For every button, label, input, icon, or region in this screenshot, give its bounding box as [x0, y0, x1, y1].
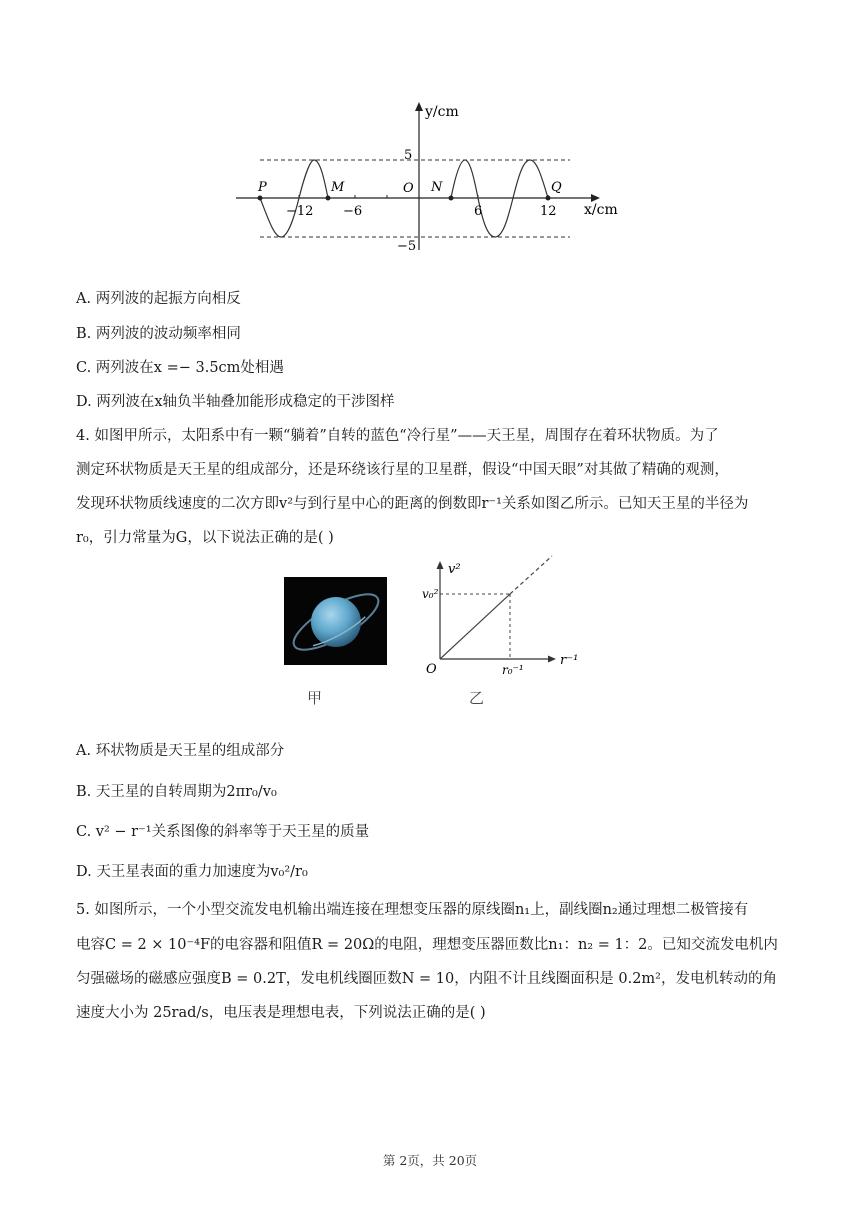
y-axis-arrow — [415, 102, 423, 111]
q5-stem-line-1: 5. 如图所示，一个小型交流发电机输出端连接在理想变压器的原线圈n₁上，副线圈n₂通过理想二极管接有 — [76, 902, 749, 918]
x-tick-label-neg6: −6 — [343, 204, 363, 219]
x-axis-arrow — [591, 194, 600, 202]
graph-y-arrow — [437, 561, 444, 569]
point-q-label: Q — [551, 180, 562, 195]
q3-option-d: D. 两列波在x轴负半轴叠加能形成稳定的干涉图样 — [76, 394, 395, 410]
graph-x-arrow — [548, 656, 556, 663]
point-m-label: M — [331, 180, 345, 195]
x-axis-label: x/cm — [584, 202, 618, 218]
point-p-label: P — [258, 180, 267, 195]
q5-stem-line-4: 速度大小为 25rad/s，电压表是理想电表，下列说法正确的是( ) — [76, 1005, 486, 1021]
q4-stem-line-3: 发现环状物质线速度的二次方即v²与到行星中心的距离的倒数即r⁻¹关系如图乙所示。已知天王星的半径为 — [76, 496, 749, 512]
q4-option-a: A. 环状物质是天王星的组成部分 — [76, 743, 285, 759]
q4-stem-line-1: 4. 如图甲所示，太阳系中有一颗“躺着”自转的蓝色“冷行星”——天王星，周围存在着环状物质。为了 — [76, 428, 719, 444]
x-tick-label-neg12: −12 — [286, 204, 314, 219]
x-tick-label-6: 6 — [474, 204, 483, 219]
y-tick-neg5: −5 — [397, 239, 417, 254]
v2-r-inverse-graph — [418, 553, 588, 679]
q3-option-b: B. 两列波的波动频率相同 — [76, 326, 241, 342]
q5-stem-line-2: 电容C = 2 × 10⁻⁴F的电容器和阻值R = 20Ω的电阻，理想变压器匝数比n₁：n₂ = 1：2。已知交流发电机内 — [76, 937, 778, 953]
point-n-label: N — [431, 180, 443, 195]
q4-option-b: B. 天王星的自转周期为2πr₀/v₀ — [76, 784, 277, 800]
graph-x-marker: r₀⁻¹ — [502, 663, 524, 677]
q3-option-a: A. 两列波的起振方向相反 — [76, 291, 241, 307]
point-n-dot — [449, 196, 454, 201]
y-axis-label: y/cm — [425, 104, 459, 120]
graph-origin: O — [426, 662, 437, 677]
graph-solid-line — [440, 594, 510, 659]
page-footer: 第 2页，共 20页 — [382, 1153, 478, 1168]
graph-y-marker: v₀² — [422, 587, 439, 601]
q4-stem-line-2: 测定环状物质是天王星的组成部分，还是环绕该行星的卫星群，假设“中国天眼”对其做了精确的观测， — [76, 462, 729, 478]
graph-dashed-extension — [510, 556, 552, 594]
q3-option-c: C. 两列波在x =− 3.5cm处相遇 — [76, 360, 284, 376]
graph-y-label: v² — [448, 562, 461, 577]
q5-stem-line-3: 匀强磁场的磁感应强度B = 0.2T，发电机线圈匝数N = 10，内阻不计且线圈面积是 0.2m²，发电机转动的角 — [76, 971, 777, 987]
q4-option-d: D. 天王星表面的重力加速度为v₀²/r₀ — [76, 864, 308, 880]
y-tick-5: 5 — [404, 148, 413, 163]
figure-yi-caption: 乙 — [469, 689, 485, 707]
origin-label: O — [403, 181, 414, 196]
point-p-dot — [258, 196, 263, 201]
point-m-dot — [326, 196, 331, 201]
point-q-dot — [546, 196, 551, 201]
figure-jia-caption: 甲 — [307, 689, 323, 707]
planet-body — [311, 597, 361, 647]
q4-stem-line-4: r₀，引力常量为G，以下说法正确的是( ) — [76, 530, 334, 546]
wave-figure — [230, 98, 630, 258]
graph-x-label: r⁻¹ — [560, 653, 579, 668]
uranus-image — [284, 577, 387, 665]
x-tick-label-12: 12 — [540, 204, 557, 219]
q4-option-c: C. v² − r⁻¹关系图像的斜率等于天王星的质量 — [76, 824, 370, 840]
